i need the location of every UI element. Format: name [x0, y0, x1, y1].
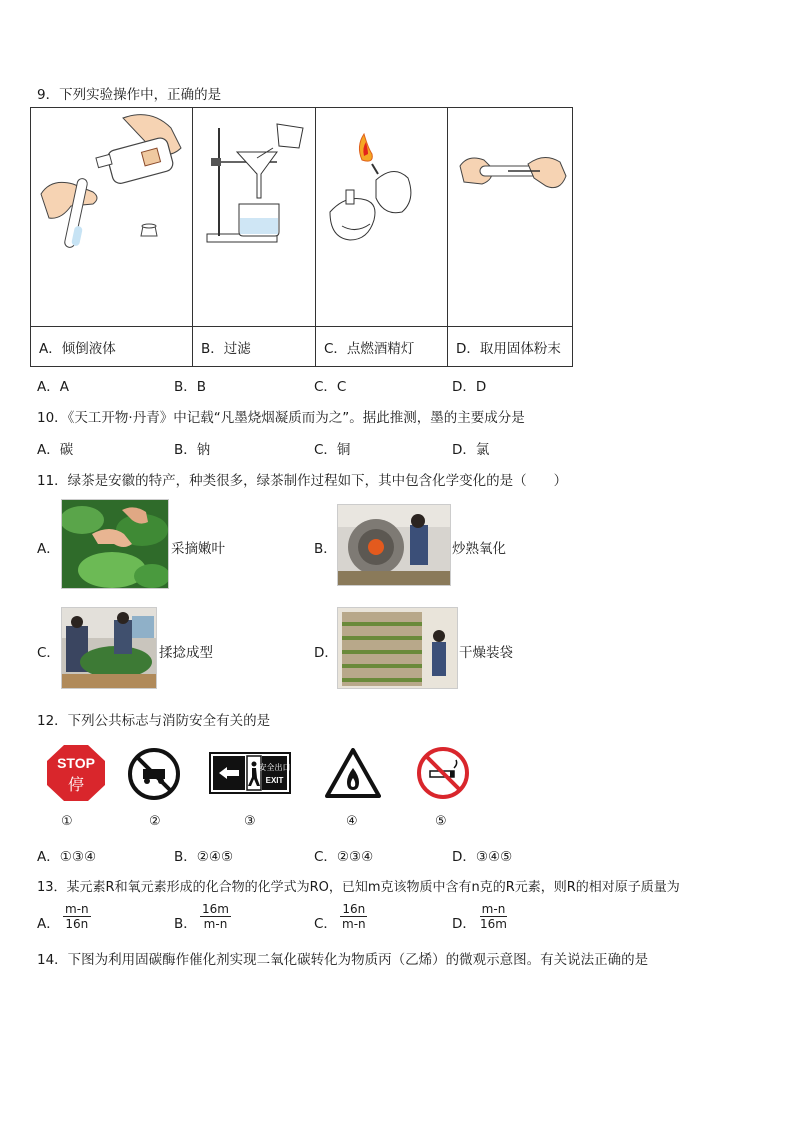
q13-option-a-letter[interactable]: A． [37, 916, 60, 932]
fraction-denominator: 16m [480, 917, 507, 931]
q12-option-d[interactable]: D．③④⑤ [452, 849, 513, 865]
sign-number-2: ② [149, 814, 161, 829]
q11-caption-c: 揉捻成型 [159, 645, 213, 661]
emergency-exit-icon [209, 752, 291, 794]
q12-option-c[interactable]: C．②③④ [314, 849, 374, 865]
stop-sign-top-text: STOP [57, 755, 95, 771]
q12-option-b[interactable]: B．②④⑤ [174, 849, 234, 865]
q13-option-d-letter[interactable]: D． [452, 916, 476, 932]
q13-option-d-fraction [478, 902, 509, 931]
no-vehicle-icon [127, 747, 181, 801]
q11-photo-c [61, 607, 157, 689]
sign-number-4: ④ [346, 814, 358, 829]
light-alcohol-lamp-icon [316, 108, 446, 324]
pour-liquid-icon [31, 108, 191, 324]
solid-powder-icon [448, 108, 572, 324]
q9-table [30, 107, 573, 367]
q11-caption-d: 干燥装袋 [459, 645, 513, 661]
sign-number-5: ⑤ [435, 814, 447, 829]
q9-label-b: B．过滤 [193, 326, 316, 367]
exit-sign-text: 安全出口 [258, 763, 291, 772]
q13-option-a-fraction [63, 902, 91, 931]
q9-label-c: C．点燃酒精灯 [316, 326, 448, 367]
q11-option-c-letter[interactable]: C． [37, 645, 60, 661]
q13-option-b-letter[interactable]: B． [174, 916, 197, 932]
q13-option-c-fraction [340, 902, 368, 931]
q9-image-b [193, 108, 316, 326]
q12-stem: 12．下列公共标志与消防安全有关的是 [37, 713, 271, 729]
sign-number-3: ③ [244, 814, 256, 829]
q11-photo-d [337, 607, 458, 689]
fraction-numerator: 16n [342, 902, 366, 916]
q13-option-b-fraction [200, 902, 231, 931]
fraction-denominator: m-n [203, 917, 228, 931]
q9-image-a [31, 108, 193, 326]
q11-stem: 11．绿茶是安徽的特产，种类很多，绿茶制作过程如下，其中包含化学变化的是（ ） [37, 473, 568, 489]
tea-rolling-photo [62, 608, 156, 688]
fraction-denominator: m-n [342, 917, 366, 931]
stop-sign-bottom-text: 停 [67, 775, 85, 794]
filtration-icon [193, 108, 314, 324]
q9-label-d: D．取用固体粉末 [448, 326, 573, 367]
q11-caption-b: 炒熟氧化 [452, 541, 506, 557]
fraction-numerator: m-n [481, 902, 506, 916]
fraction-numerator: m-n [65, 902, 89, 916]
q12-option-a[interactable]: A．①③④ [37, 849, 97, 865]
q9-option-d[interactable]: D．D [452, 379, 487, 395]
q9-option-c[interactable]: C．C [314, 379, 347, 395]
no-smoking-icon [416, 746, 470, 800]
q11-photo-b [337, 504, 451, 586]
q11-photo-a [61, 499, 169, 589]
flammable-warning-icon [325, 748, 381, 798]
q9-option-a[interactable]: A．A [37, 379, 69, 395]
q11-option-b-letter[interactable]: B． [314, 541, 337, 557]
tea-picking-photo [62, 500, 168, 588]
q14-stem: 14．下图为利用固碳酶作催化剂实现二氧化碳转化为物质丙（乙烯）的微观示意图。有关说法正确的是 [37, 952, 649, 968]
q9-image-d [448, 108, 573, 326]
tea-drying-photo [338, 608, 457, 688]
tea-roasting-photo [338, 505, 450, 585]
q10-option-d[interactable]: D．氯 [452, 442, 490, 458]
q9-label-a: A．倾倒液体 [31, 326, 193, 367]
q13-stem: 13．某元素R和氧元素形成的化合物的化学式为RO，已知m克该物质中含有n克的R元素，则R的相对原子质量为 [37, 880, 680, 895]
q9-image-c [316, 108, 448, 326]
stop-sign-icon [46, 744, 106, 802]
sign-number-1: ① [61, 814, 73, 829]
fraction-numerator: 16m [202, 902, 229, 916]
q10-option-a[interactable]: A．碳 [37, 442, 74, 458]
exit-sign-sub: EXIT [265, 776, 284, 785]
q10-option-c[interactable]: C．铜 [314, 442, 351, 458]
q10-option-b[interactable]: B．钠 [174, 442, 211, 458]
fraction-denominator: 16n [65, 917, 89, 931]
q13-option-c-letter[interactable]: C． [314, 916, 337, 932]
q10-stem: 10．《天工开物·丹青》中记载“凡墨烧烟凝质而为之”。据此推测，墨的主要成分是 [37, 410, 525, 426]
q9-stem: 9．下列实验操作中，正确的是 [37, 87, 222, 103]
q11-option-a-letter[interactable]: A． [37, 541, 60, 557]
q11-option-d-letter[interactable]: D． [314, 645, 338, 661]
q9-option-b[interactable]: B．B [174, 379, 207, 395]
q11-caption-a: 采摘嫩叶 [171, 541, 225, 557]
